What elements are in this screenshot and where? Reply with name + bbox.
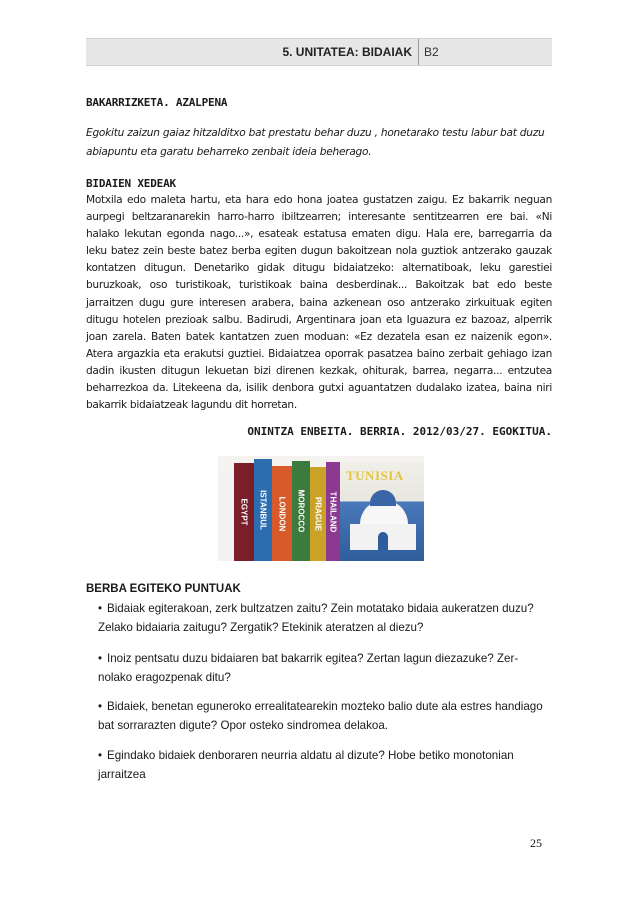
- bullet-icon: •: [98, 602, 103, 615]
- list-item: [98, 599, 552, 637]
- bullet-icon: •: [98, 749, 103, 762]
- book-spine: [272, 466, 292, 561]
- book-spine: [310, 467, 326, 561]
- book-spine: [254, 459, 272, 561]
- book-spine-label: THAILAND: [328, 491, 338, 532]
- cover-door: [378, 532, 388, 550]
- book-spine-label: PRAGUE: [313, 496, 323, 532]
- list-item: [98, 697, 552, 735]
- list-item-text: Inoiz pentsatu duzu bidaiaren bat bakarrik egitea? Zertan lagun diezazuke? Zer-nolako eragozpenak ditu?: [98, 652, 519, 684]
- bullet-icon: •: [98, 700, 103, 713]
- unit-title: 5. UNITATEA: BIDAIAK: [282, 45, 412, 59]
- reading-title: BIDAIEN XEDEAK: [86, 177, 176, 190]
- intro-text: Egokitu zaizun gaiaz hitzalditxo bat prestatu behar duzu , honetarako testu labur bat duzu abiapuntu eta garatu beharreko zenbait ideia beherago.: [86, 127, 545, 158]
- list-item-text: Bidaiek, benetan eguneroko errealitatearekin mozteko balio dute ala estres handiago bat sorrarazten digute? Opor osteko sindromea delakoa.: [98, 700, 543, 732]
- book-spine: [326, 462, 340, 561]
- reading-source: ONINTZA ENBEITA. BERRIA. 2012/03/27. EGOKITUA.: [247, 425, 552, 438]
- tunisia-guide-cover: [340, 462, 424, 561]
- page-number: 25: [530, 836, 542, 850]
- book-spine-label: ISTANBUL: [258, 490, 268, 530]
- book-spine: [292, 461, 310, 561]
- list-item: [98, 746, 552, 784]
- list-item-text: Bidaiak egiterakoan, zerk bultzatzen zaitu? Zein motatako bidaia aukeratzen duzu? Zelako bidaiaria zaitugu? Zergatik? Etekinik ateratzen al diezu?: [98, 602, 534, 634]
- reading-text: Motxila edo maleta hartu, eta hara edo hona joatea gustatzen zaigu. Ez bakarrik neguan aurpegi beltzaranarekin harro-harro ibiltzearren; interesante sentitzearren ere bai. «Ni halako lekutan egonda nago...», esateak estatusa ematen digu. Hala ere, barregarria da leku batez zein beste batez berba egiten dugun bakoitzean nola guztiok antzerako gauzak kontatzen ditugun. Denetariko gidak ditugu bidaiatzeko: alternatiboak, leku garestiei buruzkoak, oso turistikoak, turistikoak baina desberdinak... Bakoitzak bat edo beste jarraitzen dugu gure interesen arabera, baina azkenean oso antzerako zirkuituak egiten ditugu hotelen prezioak salbu. Badirudi, Argentinara joan eta Iguazura ez bazoaz, alperrik joan zarela. Baten batek kantatzen zuen moduan: «Ez dezatela esan ez naizenik egon». Atera argazkia eta erakutsi guztiei. Bidaiatzea oporrak pasatzea baino zerbait gehiago izan dadin ikusten ditugun lekuetan bizi direnen kezkak, ohiturak, barrea, negarra... entzutea beharrezkoa da. Litekeena da, isilik denbora gutxi aguantatzen dudalako izatea, baina niri bakarrik bidaiatzeak lagundu dit horretan.: [86, 194, 552, 412]
- section-title: BAKARRIZKETA. AZALPENA: [86, 96, 228, 109]
- header-divider: [418, 39, 419, 65]
- speaking-points-title: BERBA EGITEKO PUNTUAK: [86, 583, 241, 595]
- cover-title: TUNISIA: [346, 468, 404, 483]
- book-spine: [234, 463, 254, 561]
- cover-dome-top: [370, 490, 396, 506]
- list-item: [98, 649, 552, 687]
- book-spine-label: MOROCCO: [296, 489, 306, 533]
- list-item-text: Egindako bidaiek denboraren neurria aldatu al dizute? Hobe betiko monotonian jarraitzea: [98, 749, 514, 781]
- book-spine-label: EGYPT: [239, 498, 249, 526]
- book-spine-label: LONDON: [277, 496, 287, 531]
- page-header: [86, 38, 552, 66]
- bullet-icon: •: [98, 652, 103, 665]
- travel-guides-photo: [218, 456, 424, 561]
- level-label: B2: [424, 45, 439, 59]
- book-spine: [218, 471, 234, 561]
